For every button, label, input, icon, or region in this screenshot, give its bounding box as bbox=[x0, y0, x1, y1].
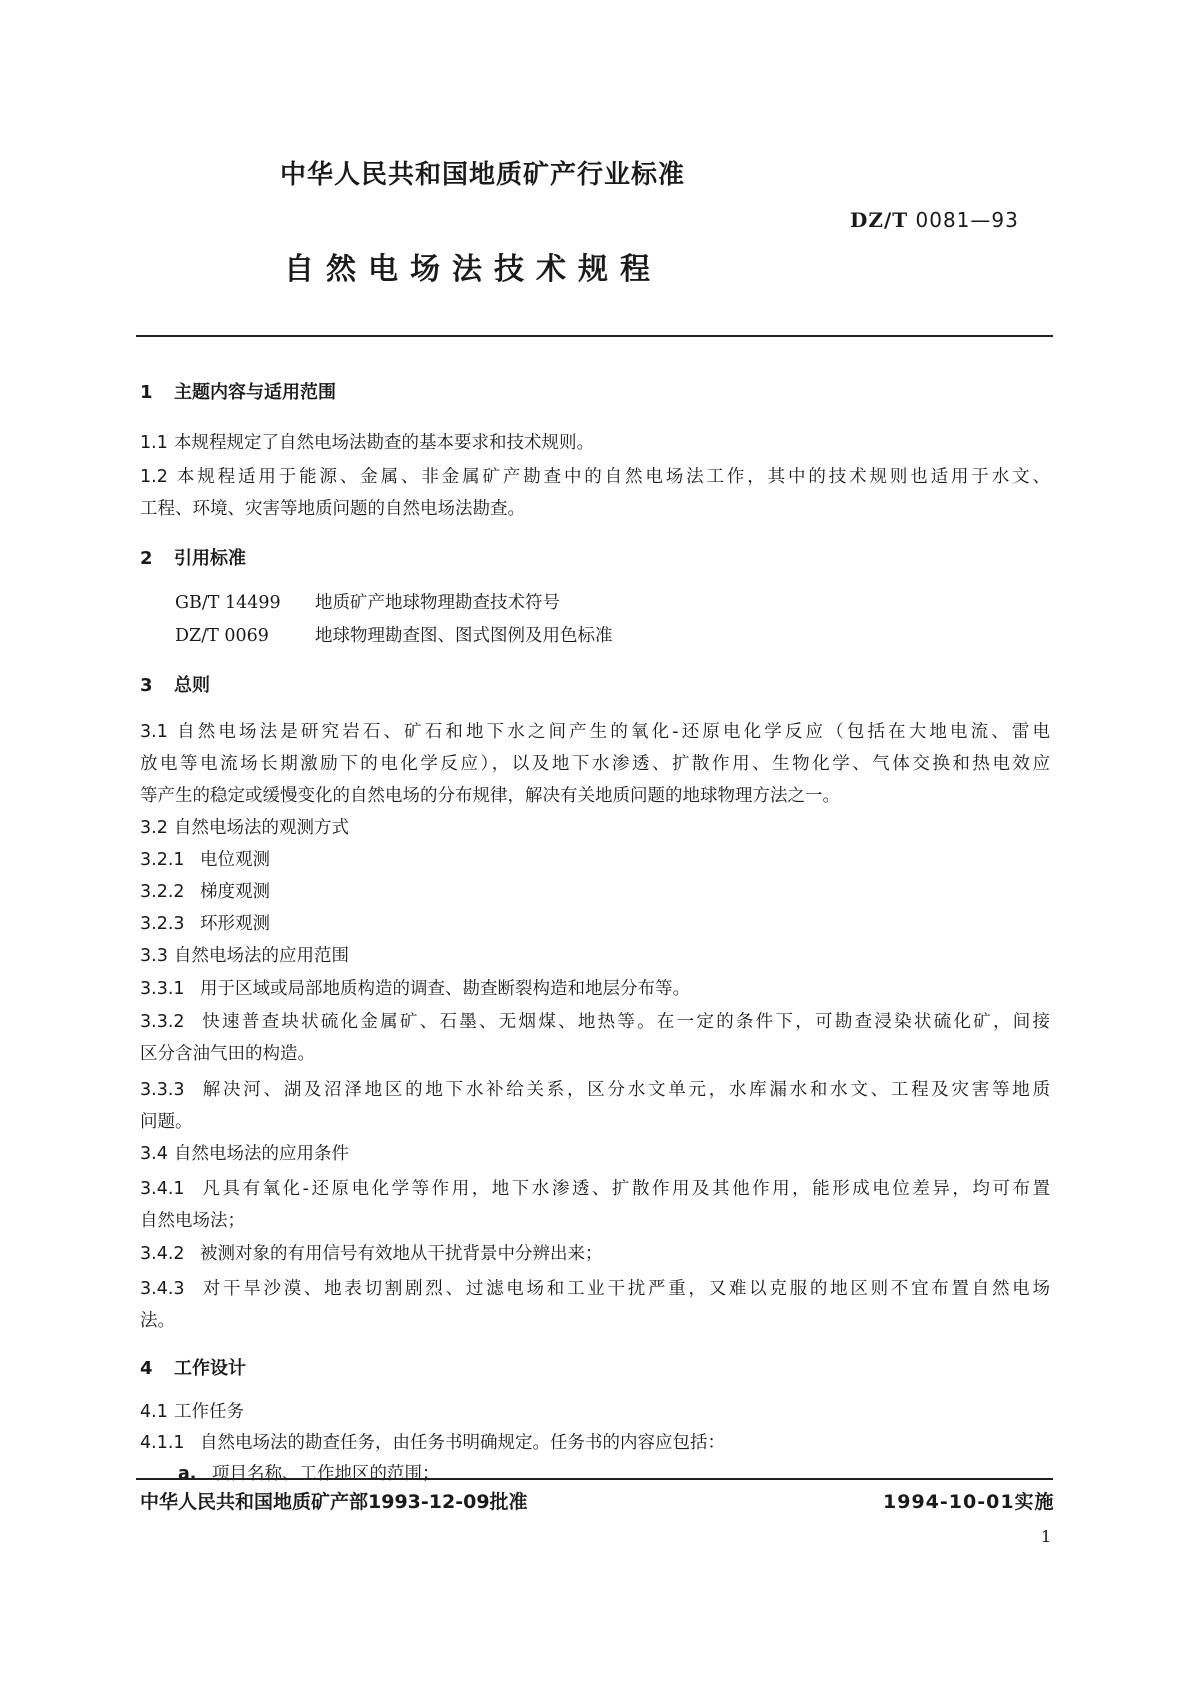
list-item: a. 项目名称、工作地区的范围； bbox=[178, 1464, 440, 1484]
clause: 3.3.2 快速普查块状硫化金属矿、石墨、无烟煤、地热等。在一定的条件下，可勘查浸染状硫化矿，间接 bbox=[140, 1012, 1050, 1032]
reference-item: GB/T 14499 地质矿产地球物理勘查技术符号 bbox=[175, 593, 560, 613]
approval-note: 中华人民共和国地质矿产部1993-12-09批准 bbox=[140, 1491, 528, 1513]
clause-continuation: 等产生的稳定或缓慢变化的自然电场的分布规律，解决有关地质问题的地球物理方法之一。 bbox=[140, 786, 840, 806]
page-number: 1 bbox=[1041, 1527, 1052, 1546]
clause: 3.4.2 被测对象的有用信号有效地从干扰背景中分辨出来； bbox=[140, 1244, 603, 1264]
document-title: 自然电场法技术规程 bbox=[284, 252, 662, 287]
clause: 3.4.3 对干旱沙漠、地表切割剧烈、过滤电场和工业干扰严重，又难以克服的地区则不宜布置自然电场 bbox=[140, 1279, 1050, 1299]
standard-code-prefix: DZ/T bbox=[850, 208, 909, 232]
effective-date: 1994-10-01实施 bbox=[883, 1491, 1055, 1513]
clause: 3.3 自然电场法的应用范围 bbox=[140, 946, 349, 966]
clause: 3.3.3 解决河、湖及沼泽地区的地下水补给关系，区分水文单元，水库漏水和水文、工程及灾害等地质 bbox=[140, 1080, 1050, 1100]
clause-continuation: 问题。 bbox=[140, 1112, 193, 1132]
clause-continuation: 自然电场法； bbox=[140, 1211, 245, 1231]
reference-item: DZ/T 0069 地球物理勘查图、图式图例及用色标准 bbox=[175, 626, 613, 646]
clause: 3.2 自然电场法的观测方式 bbox=[140, 818, 349, 838]
standard-code bbox=[850, 208, 1019, 232]
clause-continuation: 区分含油气田的构造。 bbox=[140, 1044, 315, 1064]
issuing-body-header: 中华人民共和国地质矿产行业标准 bbox=[280, 160, 686, 190]
clause-continuation: 法。 bbox=[140, 1311, 175, 1331]
clause: 3.1 自然电场法是研究岩石、矿石和地下水之间产生的氧化-还原电化学反应（包括在大地电流、雷电 bbox=[140, 722, 1050, 742]
header-divider bbox=[136, 335, 1053, 337]
standard-code-number: 0081—93 bbox=[915, 208, 1019, 232]
clause: 3.2.2 梯度观测 bbox=[140, 882, 270, 902]
section-heading: 2 引用标准 bbox=[140, 548, 246, 569]
clause: 1.2 本规程适用于能源、金属、非金属矿产勘查中的自然电场法工作，其中的技术规则也适用于水文、 bbox=[140, 467, 1050, 487]
clause: 3.4 自然电场法的应用条件 bbox=[140, 1144, 349, 1164]
section-heading: 4 工作设计 bbox=[140, 1358, 246, 1379]
clause-continuation: 工程、环境、灾害等地质问题的自然电场法勘查。 bbox=[140, 499, 525, 519]
footer-divider bbox=[136, 1478, 1053, 1480]
clause: 1.1 本规程规定了自然电场法勘查的基本要求和技术规则。 bbox=[140, 433, 594, 453]
clause: 4.1 工作任务 bbox=[140, 1402, 244, 1422]
clause: 4.1.1 自然电场法的勘查任务，由任务书明确规定。任务书的内容应包括： bbox=[140, 1433, 725, 1453]
section-heading: 3 总则 bbox=[140, 675, 210, 696]
clause: 3.4.1 凡具有氧化-还原电化学等作用，地下水渗透、扩散作用及其他作用，能形成电位差异，均可布置 bbox=[140, 1179, 1050, 1199]
clause: 3.2.1 电位观测 bbox=[140, 850, 270, 870]
clause: 3.2.3 环形观测 bbox=[140, 914, 270, 934]
clause: 3.3.1 用于区域或局部地质构造的调查、勘查断裂构造和地层分布等。 bbox=[140, 979, 690, 999]
section-heading: 1 主题内容与适用范围 bbox=[140, 382, 336, 403]
clause-continuation: 放电等电流场长期激励下的电化学反应），以及地下水渗透、扩散作用、生物化学、气体交换和热电效应 bbox=[140, 754, 1050, 774]
